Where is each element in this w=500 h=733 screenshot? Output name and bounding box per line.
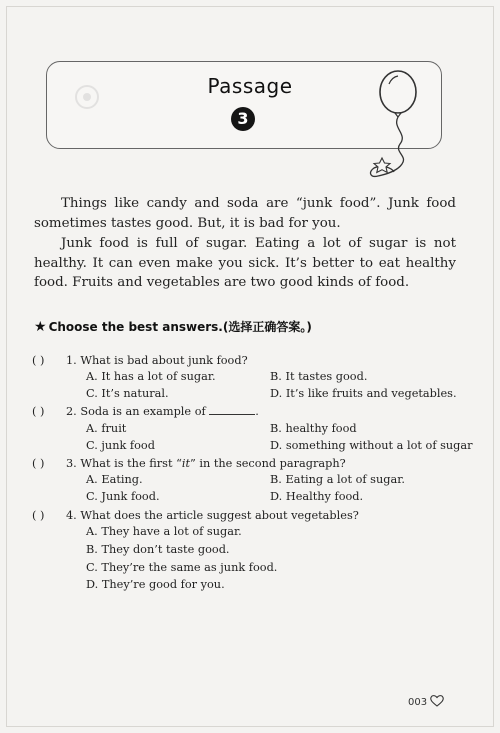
option-a: A. fruit	[86, 422, 127, 435]
question-stem: 3. What is the first “	[66, 457, 182, 470]
option-d: D. It’s like fruits and vegetables.	[270, 387, 457, 400]
option-d: D. something without a lot of sugar	[270, 439, 473, 452]
question-stem: 1. What is bad about junk food?	[66, 354, 248, 367]
balloon-icon	[362, 68, 432, 188]
heart-icon	[430, 694, 444, 707]
star-icon: ★	[34, 319, 47, 335]
question-3	[32, 456, 346, 472]
option-c: C. It’s natural.	[86, 387, 169, 400]
answer-paren[interactable]: ( )	[32, 405, 45, 418]
answer-paren[interactable]: ( )	[32, 509, 45, 522]
answer-paren[interactable]: ( )	[32, 457, 45, 470]
passage-paragraph-1: Things like candy and soda are “junk food”. Junk food sometimes tastes good. But, it is bad for you.	[34, 196, 456, 231]
option-b: B. It tastes good.	[270, 370, 368, 383]
page-number: 003	[408, 697, 428, 708]
option-c: C. They’re the same as junk food.	[86, 561, 278, 574]
option-a: A. They have a lot of sugar.	[86, 525, 242, 538]
option-d: D. They’re good for you.	[86, 578, 225, 591]
question-4	[32, 508, 359, 524]
question-stem-end: ” in the second paragraph?	[190, 457, 346, 470]
option-b: B. healthy food	[270, 422, 357, 435]
option-b: B. Eating a lot of sugar.	[270, 473, 405, 486]
answer-paren[interactable]: ( )	[32, 354, 45, 367]
question-2	[32, 404, 259, 420]
instruction-text: Choose the best answers.(选择正确答案。)	[48, 320, 312, 334]
option-a: A. Eating.	[86, 473, 143, 486]
star-icon	[374, 158, 390, 173]
option-c: C. Junk food.	[86, 490, 160, 503]
option-c: C. junk food	[86, 439, 155, 452]
fill-in-blank[interactable]	[209, 405, 255, 415]
passage-paragraph-2: Junk food is full of sugar. Eating a lot of sugar is not healthy. It can even make you sick. It’s better to eat healthy food. Fruits and vegetables are two good kinds of food.	[34, 236, 456, 290]
instruction-heading	[34, 318, 312, 335]
passage-number-badge: 3	[231, 107, 255, 131]
question-stem-end: .	[255, 405, 259, 418]
option-a: A. It has a lot of sugar.	[86, 370, 216, 383]
option-b: B. They don’t taste good.	[86, 543, 230, 556]
question-stem: 4. What does the article suggest about vegetables?	[66, 509, 359, 522]
option-d: D. Healthy food.	[270, 490, 364, 503]
question-stem: 2. Soda is an example of	[66, 405, 206, 418]
question-stem-italic: it	[181, 457, 191, 470]
question-1	[32, 353, 248, 369]
passage-title: Passage	[207, 74, 293, 98]
